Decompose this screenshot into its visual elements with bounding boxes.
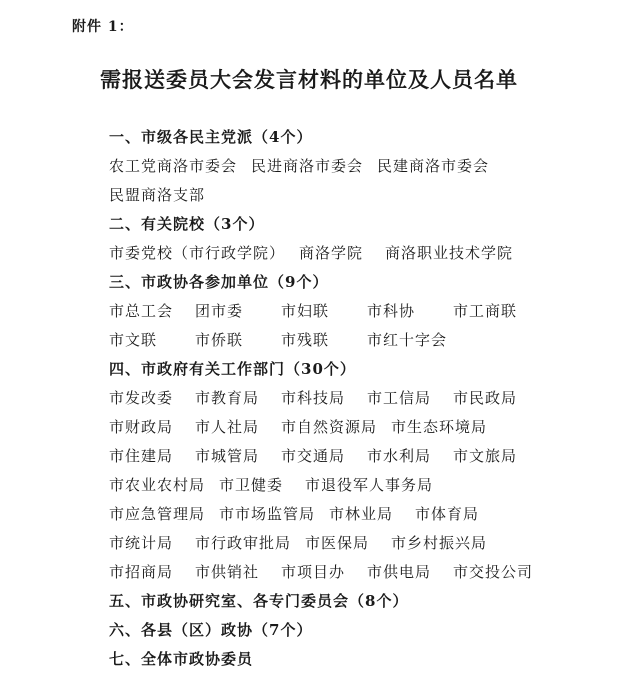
unit-list: [109, 123, 589, 674]
unit-name: 市水利局: [367, 447, 432, 465]
unit-name: 市统计局: [109, 534, 174, 552]
unit-row: [109, 471, 589, 500]
unit-row: [109, 529, 589, 558]
unit-name: 市侨联: [195, 331, 244, 349]
unit-name: 市农业农村局: [109, 476, 206, 494]
unit-name: 市红十字会: [367, 331, 448, 349]
unit-name: 市财政局: [109, 418, 174, 436]
section-heading: 四、市政府有关工作部门（30个）: [109, 360, 356, 378]
unit-row: [109, 239, 589, 268]
unit-name: 市科协: [367, 302, 416, 320]
unit-name: 市委党校（市行政学院）: [109, 244, 286, 262]
unit-name: 市人社局: [195, 418, 260, 436]
unit-name: 市退役军人事务局: [305, 476, 434, 494]
unit-name: 市卫健委: [219, 476, 284, 494]
unit-name: 市交通局: [281, 447, 346, 465]
unit-name: 市残联: [281, 331, 330, 349]
unit-name: 市住建局: [109, 447, 174, 465]
unit-name: 市乡村振兴局: [391, 534, 488, 552]
unit-name: 市妇联: [281, 302, 330, 320]
unit-name: 市供电局: [367, 563, 432, 581]
unit-name: 市民政局: [453, 389, 518, 407]
unit-name: 民进商洛市委会: [251, 157, 364, 175]
unit-name: 市林业局: [329, 505, 394, 523]
unit-name: 市总工会: [109, 302, 174, 320]
unit-name: 市自然资源局: [281, 418, 378, 436]
unit-name: 市生态环境局: [391, 418, 488, 436]
section-heading: 三、市政协各参加单位（9个）: [109, 273, 329, 291]
unit-name: 市发改委: [109, 389, 174, 407]
section-heading: 六、各县（区）政协（7个）: [109, 621, 313, 639]
section-heading: 二、有关院校（3个）: [109, 215, 265, 233]
unit-name: 市交投公司: [453, 563, 534, 581]
unit-name: 市招商局: [109, 563, 174, 581]
unit-name: 市城管局: [195, 447, 260, 465]
unit-name: 市行政审批局: [195, 534, 292, 552]
unit-name: 市文旅局: [453, 447, 518, 465]
unit-row: [109, 442, 589, 471]
unit-name: 市供销社: [195, 563, 260, 581]
unit-row: [109, 326, 589, 355]
unit-row: [109, 152, 589, 181]
attachment-label: 附件 1：: [72, 19, 134, 35]
unit-name: 市工信局: [367, 389, 432, 407]
unit-name: 市科技局: [281, 389, 346, 407]
unit-row: [109, 181, 589, 210]
unit-name: 民建商洛市委会: [377, 157, 490, 175]
unit-name: 商洛学院: [299, 244, 364, 262]
unit-name: 市应急管理局: [109, 505, 206, 523]
unit-name: 商洛职业技术学院: [385, 244, 514, 262]
unit-row: [109, 413, 589, 442]
unit-name: 市工商联: [453, 302, 518, 320]
unit-name: 民盟商洛支部: [109, 186, 206, 204]
unit-name: 市医保局: [305, 534, 370, 552]
document-title: 需报送委员大会发言材料的单位及人员名单: [100, 67, 518, 92]
unit-row: [109, 558, 589, 587]
unit-row: [109, 297, 589, 326]
unit-name: 市教育局: [195, 389, 260, 407]
unit-name: 市项目办: [281, 563, 346, 581]
section-heading: 五、市政协研究室、各专门委员会（8个）: [109, 592, 409, 610]
unit-name: 市市场监管局: [219, 505, 316, 523]
unit-name: 团市委: [195, 302, 244, 320]
section-heading: 一、市级各民主党派（4个）: [109, 128, 313, 146]
unit-row: [109, 384, 589, 413]
unit-row: [109, 500, 589, 529]
unit-name: 市文联: [109, 331, 158, 349]
unit-name: 市体育局: [415, 505, 480, 523]
section-heading: 七、全体市政协委员: [109, 650, 254, 668]
unit-name: 农工党商洛市委会: [109, 157, 238, 175]
